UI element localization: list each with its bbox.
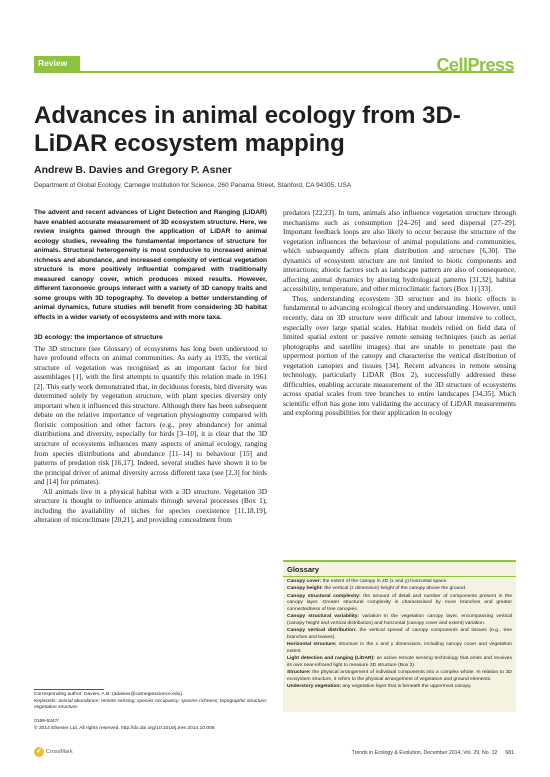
article-title: Advances in animal ecology from 3D-LiDAR ecosystem mapping — [34, 102, 461, 157]
section-heading: 3D ecology: the importance of structure — [34, 334, 163, 341]
cellpress-logo: CellPress — [436, 55, 514, 75]
glossary-entry — [287, 586, 512, 593]
left-column — [34, 208, 267, 525]
corresponding-author: Corresponding author: Davies, A.B. (adavies@carnegiescience.edu). — [34, 692, 184, 697]
glossary-term: Understory vegetation: — [287, 684, 342, 690]
glossary-term: Light detection and ranging (LiDAR): — [287, 656, 375, 662]
footnote-rule — [34, 689, 104, 690]
body-paragraph: predators [22,23]. In turn, animals also influence vegetation structure through mechanisms such as consumption [24–26] and seed dispersal [27–29]. Important feedback loops are also likely to occur because the structure of the vegetation influences the behaviour of animal populations and communities, which subsequently affects plant distribution and structure [6,30]. The dynamics of ecosystem structure are not limited to biotic components and interactions; abiotic factors such as landscape pattern are also of consequence, affecting animal dynamics by altering hydrological patterns [31,32], habitat accessibility, temperature, and other microclimatic factors (Box 1) [33]. — [283, 208, 516, 294]
glossary-definition: the extent of the canopy in 2D (x and y) horizontal space. — [322, 579, 448, 584]
glossary-list — [287, 579, 512, 691]
keywords: Keywords: animal abundance; remote sensing; species occupancy; species richness; topographic structure; vegetation structure. — [34, 699, 268, 711]
journal-citation: Trends in Ecology & Evolution, December 2014, Vol. 29, No. 12 — [351, 750, 498, 756]
glossary-definition: the amount of detail and number of components present in the canopy layer. Greater structural complexity is characterised by more branches and greater connectedness of tree canopies. — [287, 593, 512, 612]
abstract: The advent and recent advances of Light Detection and Ranging (LiDAR) have enabled accurate measurement of 3D ecosystem structure. Here, we review insights gained through the application of LiDAR to animal ecology studies, revealing the fundamental importance of structure for animals. Structural heterogeneity is most conducive to increased animal richness and abundance, and increased complexity of vertical vegetation structure is more positively influential compared with traditionally measured canopy cover, which produces mixed results. However, different taxonomic groups interact with a variety of 3D canopy traits and some groups with 3D topography. To develop a better understanding of animal dynamics, future studies will benefit from considering 3D habitat effects in a wider variety of ecosystems and with more taxa. — [34, 209, 267, 321]
body-paragraph: Thus, understanding ecosystem 3D structure and its biotic effects is fundamental to advancing ecological theory and understanding. However, until recently, data on 3D structure were difficult and labour intensive to collect, especially over large spatial scales. Habitat models relied on field data of limited spatial extent or passive remote sensing techniques (such as aerial photographs and satellite images) that are unable to penetrate past the uppermost portion of the canopy and characterise the vertical distribution of vegetation canopies and tissues [34]. Recent advances in remote sensing technology, particularly LiDAR (Box 2), successfully addressed these difficulties, enabling accurate measurement of the 3D structure of ecosystems across spatial scales from tree branches to entire landscapes [34,35]. Much scientific effort has gone into validating the accuracy of LiDAR measurements and exploring possibilities for their application in ecology — [283, 293, 516, 418]
glossary-entry — [287, 670, 512, 683]
crossmark-badge[interactable] — [34, 747, 73, 757]
glossary-term: Canopy structural complexity: — [287, 593, 361, 599]
glossary-entry — [287, 594, 512, 614]
article-authors: Andrew B. Davies and Gregory P. Asner — [34, 164, 232, 176]
glossary-entry — [287, 579, 512, 586]
glossary-heading: Glossary — [283, 562, 516, 577]
glossary-definition: structure in the x and y dimensions, including canopy cover and vegetation extent. — [287, 642, 512, 654]
issn: 0169-5347/ — [34, 719, 59, 724]
body-paragraph: All animals live in a physical habitat with a 3D structure. Vegetation 3D structure is thought to influence animals through several processes (Box 1), including the availability of niches for species coexistence [11,18,19], alteration of microclimate [20,21], and providing concealment from — [34, 486, 267, 525]
glossary-definition: variation in the vegetation canopy layer, encompassing vertical (canopy height and vertical distribution) and horizontal (canopy cover and extent) variation. — [287, 614, 513, 626]
glossary-definition: the vertical spread of canopy components and tissues (e.g., tree branches and leaves). — [287, 628, 513, 640]
glossary-entry — [287, 656, 512, 669]
right-column — [283, 208, 516, 418]
glossary-definition: the vertical (z dimension) height of the canopy above the ground. — [324, 586, 467, 592]
glossary-definition: any vegetation layer that is beneath the uppermost canopy. — [342, 684, 472, 690]
glossary-entry — [287, 684, 512, 691]
glossary-term: Canopy cover: — [287, 579, 322, 584]
glossary-term: Canopy structural variability: — [287, 614, 359, 620]
glossary-term: Horizontal structure: — [287, 642, 337, 648]
glossary-term: Canopy vertical distribution: — [287, 628, 357, 634]
journal-footer — [352, 750, 514, 756]
glossary-definition: the physical arrangement of individual components into a complex whole. In relation to 3D ecosystem structure, it refers to the physical arrangement of vegetation and ground elements. — [287, 670, 513, 682]
glossary-term: Structure: — [287, 670, 311, 676]
article-type-tag: Review — [34, 56, 80, 71]
crossmark-label: CrossMark — [46, 749, 73, 755]
glossary-entry — [287, 614, 512, 627]
article-affiliation: Department of Global Ecology, Carnegie Institution for Science, 260 Panama Street, Stanford, CA 94305, USA — [34, 182, 352, 189]
glossary-entry — [287, 642, 512, 655]
body-paragraph: The 3D structure (see Glossary) of ecosystems has long been understood to have profound effects on animal communities. As early as 1935, the vertical structure of vegetation was recognised as an important factor for bird assemblages [1], with the first attempts to quantify this relation made in 1961 [2]. This early work demonstrated that, in deciduous forests, bird diversity was determined solely by vegetation structure, with plant species diversity only important when it influenced this structure. Although there has been subsequent debate on the relative importance of vegetation physiognomy compared with floristic composition and other factors (e.g., prey abundance) for animal distributions and diversity, especially for birds [3–10], it is clear that the 3D structure of ecosystems influences many aspects of animal ecology, ranging from species distributions and abundance [11–14] to behaviour [15] and patterns of predation risk [16,17]. Indeed, several studies have shown it to be the principal driver of animal diversity across different taxa (see [2,3] for birds and [14] for primates). — [34, 343, 267, 487]
crossmark-icon: ✓ — [34, 747, 44, 757]
glossary-definition: an active remote sensing technology that emits and receives its own near-infrared light to measure 3D structure (Box 2). — [287, 656, 513, 668]
copyright-doi: © 2014 Elsevier Ltd. All rights reserved. http://dx.doi.org/10.1016/j.tree.2014.10.005 — [34, 726, 215, 731]
page-number: 681 — [505, 750, 514, 756]
glossary-term: Canopy height: — [287, 586, 323, 592]
glossary-entry — [287, 628, 512, 641]
glossary-box — [283, 560, 516, 712]
